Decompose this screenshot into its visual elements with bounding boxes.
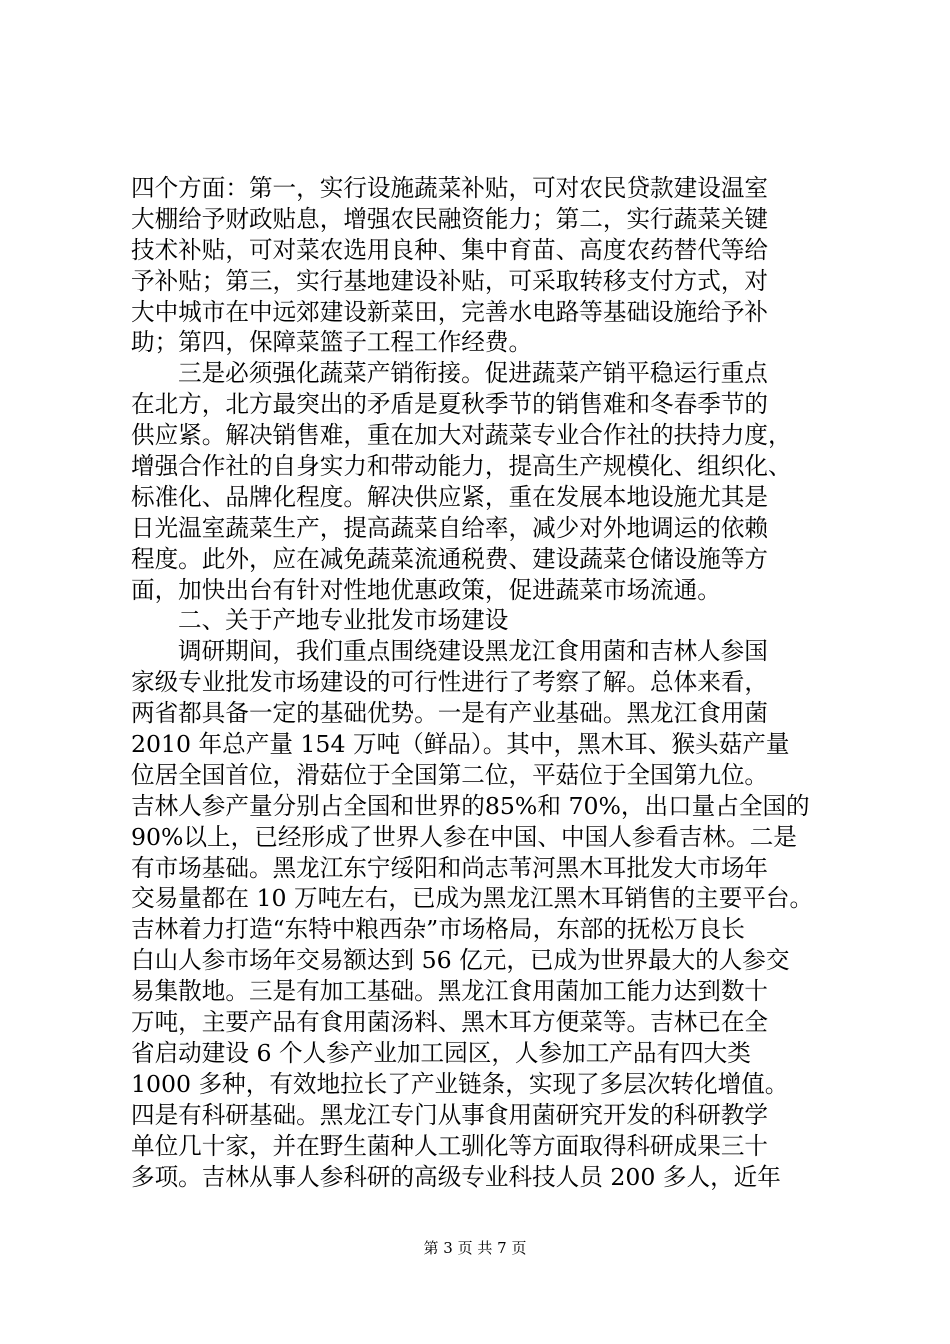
text-line: 在北方，北方最突出的矛盾是夏秋季节的销售难和冬春季节的 — [131, 390, 769, 419]
text-line: 两省都具备一定的基础优势。一是有产业基础。黑龙江食用菌 — [131, 699, 769, 728]
text-line: 多项。吉林从事人参科研的高级专业科技人员 200 多人，近年 — [131, 1162, 781, 1191]
text-line: 1000 多种，有效地拉长了产业链条，实现了多层次转化增值。 — [131, 1069, 789, 1098]
text-line: 供应紧。解决销售难，重在加大对蔬菜专业合作社的扶持力度， — [131, 421, 792, 450]
text-line: 增强合作社的自身实力和带动能力，提高生产规模化、组织化、 — [131, 452, 792, 481]
text-line: 日光温室蔬菜生产，提高蔬菜自给率，减少对外地调运的依赖 — [131, 513, 769, 542]
text-line: 交易量都在 10 万吨左右，已成为黑龙江黑木耳销售的主要平台。 — [131, 884, 814, 913]
text-line: 易集散地。三是有加工基础。黑龙江食用菌加工能力达到数十 — [131, 977, 769, 1006]
text-line: 家级专业批发市场建设的可行性进行了考察了解。总体来看， — [131, 668, 769, 697]
text-line: 吉林着力打造“东特中粮西杂”市场格局，东部的抚松万良长 — [131, 915, 745, 944]
text-line: 大棚给予财政贴息，增强农民融资能力；第二，实行蔬菜关键 — [131, 204, 769, 233]
text-line: 四是有科研基础。黑龙江专门从事食用菌研究开发的科研教学 — [131, 1100, 769, 1129]
text-line: 2010 年总产量 154 万吨（鲜品）。其中，黑木耳、猴头菇产量 — [131, 730, 790, 759]
text-line: 单位几十家，并在野生菌种人工驯化等方面取得科研成果三十 — [131, 1131, 769, 1160]
text-line: 大中城市在中远郊建设新菜田，完善水电路等基础设施给予补 — [131, 297, 769, 326]
text-line: 技术补贴，可对菜农选用良种、集中育苗、高度农药替代等给 — [131, 235, 769, 264]
text-line: 四个方面：第一，实行设施蔬菜补贴，可对农民贷款建设温室 — [131, 174, 769, 202]
text-line: 白山人参市场年交易额达到 56 亿元，已成为世界最大的人参交 — [131, 946, 790, 975]
text-line: 面，加快出台有针对性地优惠政策，促进蔬菜市场流通。 — [131, 575, 721, 604]
text-line: 有市场基础。黑龙江东宁绥阳和尚志苇河黑木耳批发大市场年 — [131, 853, 769, 882]
text-line: 省启动建设 6 个人参产业加工园区，人参加工产品有四大类 — [131, 1038, 751, 1067]
text-line: 三是必须强化蔬菜产销衔接。促进蔬菜产销平稳运行重点 — [178, 359, 768, 388]
text-line: 助；第四，保障菜篮子工程工作经费。 — [131, 328, 533, 357]
text-line: 二、关于产地专业批发市场建设 — [178, 606, 509, 635]
text-line: 予补贴；第三，实行基地建设补贴，可采取转移支付方式，对 — [131, 266, 769, 295]
text-line: 位居全国首位，滑菇位于全国第二位，平菇位于全国第九位。 — [131, 760, 769, 789]
text-line: 吉林人参产量分别占全国和世界的85%和 70%，出口量占全国的 — [131, 791, 810, 820]
text-line: 万吨，主要产品有食用菌汤料、黑木耳方便菜等。吉林已在全 — [131, 1008, 769, 1037]
document-body — [131, 173, 831, 1192]
text-line: 标准化、品牌化程度。解决供应紧，重在发展本地设施尤其是 — [131, 482, 769, 511]
text-line: 90%以上，已经形成了世界人参在中国、中国人参看吉林。二是 — [131, 822, 797, 851]
text-line: 调研期间，我们重点围绕建设黑龙江食用菌和吉林人参国 — [178, 637, 768, 666]
page-footer: 第 3 页 共 7 页 — [423, 1239, 527, 1257]
text-line: 程度。此外，应在减免蔬菜流通税费、建设蔬菜仓储设施等方 — [131, 544, 769, 573]
